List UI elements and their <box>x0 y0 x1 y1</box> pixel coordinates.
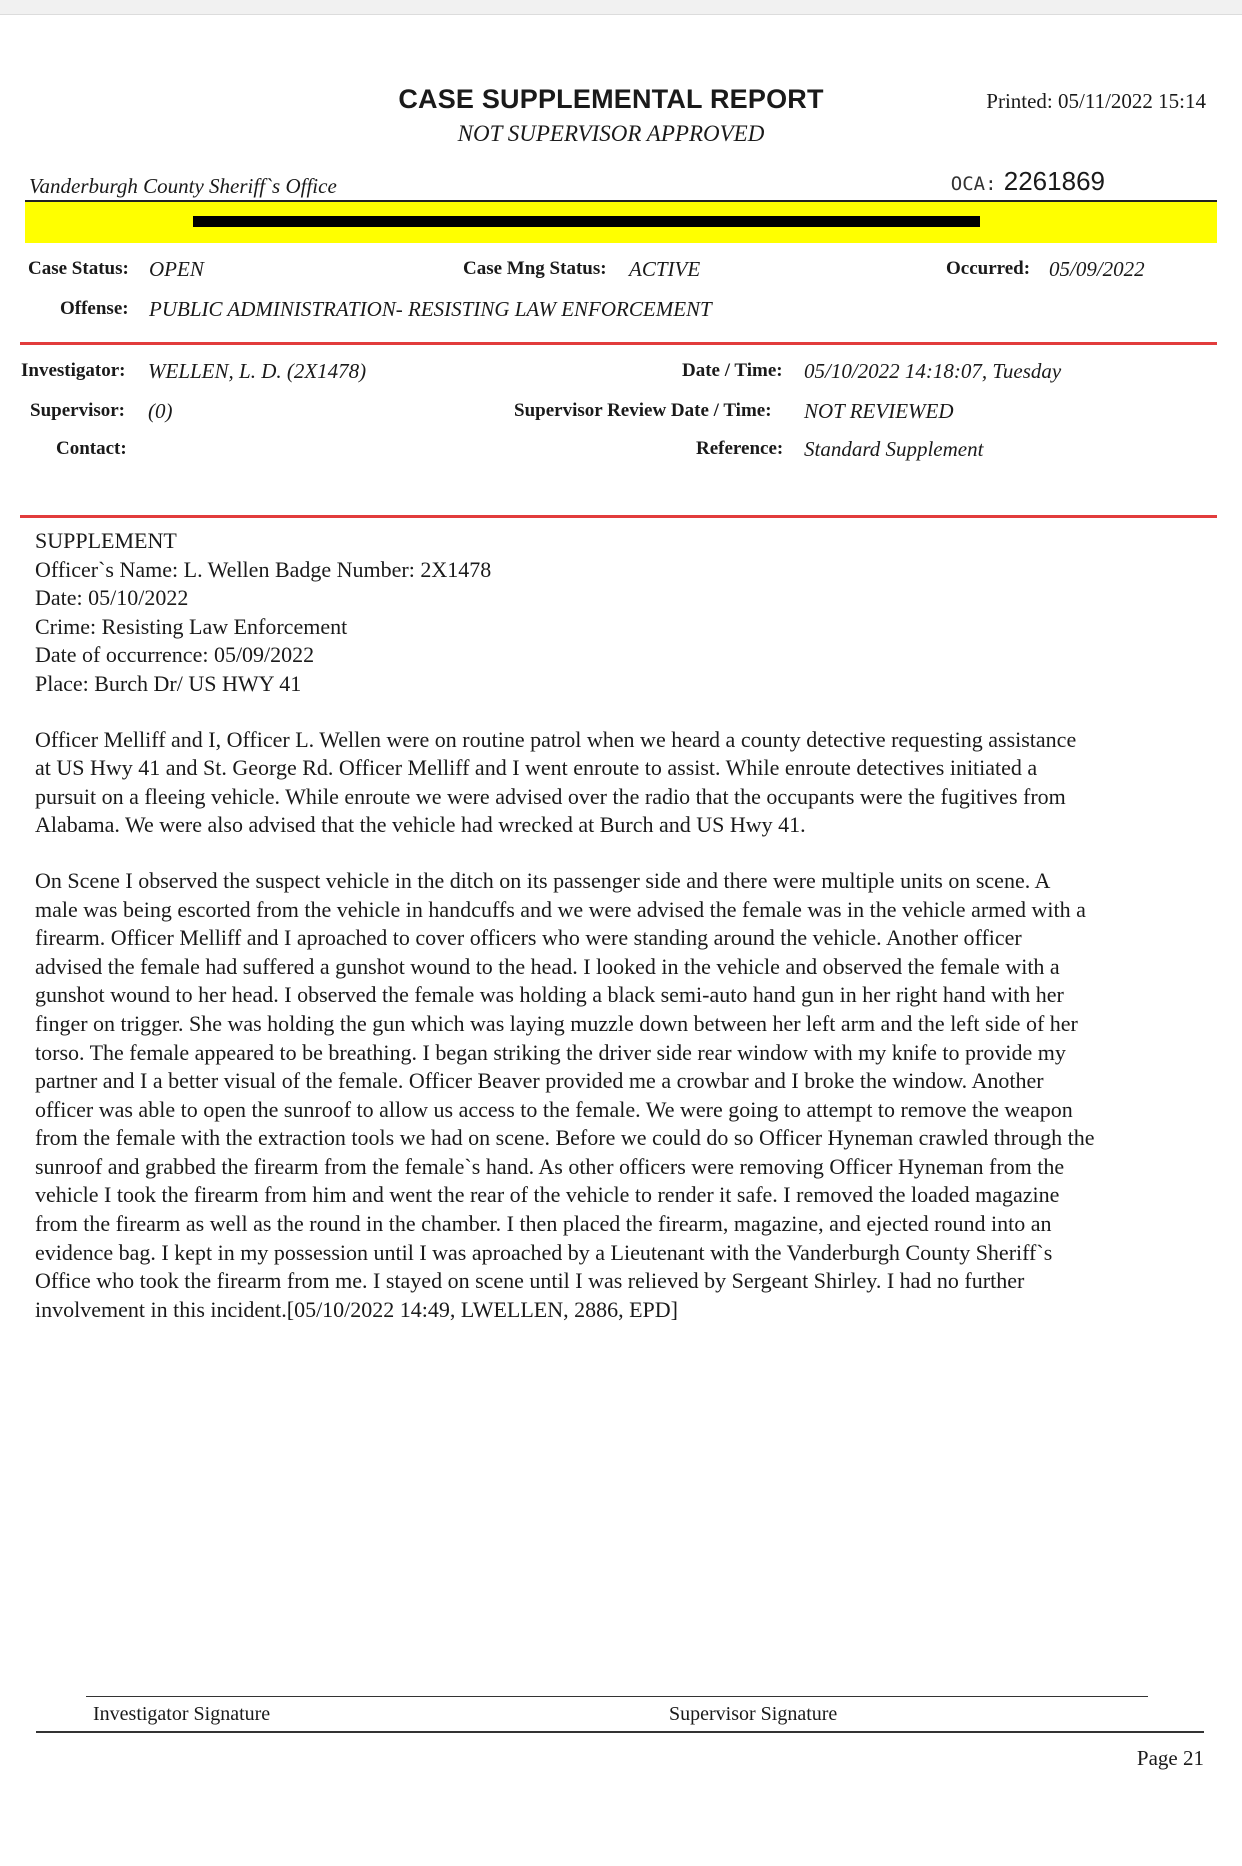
supervisor-review-label: Supervisor Review Date / Time: <box>514 400 772 421</box>
date-time-label: Date / Time: <box>682 360 783 381</box>
text-line: advised the female had suffered a gunshot wound to the head. I looked in the vehicle and observed the female with a <box>35 953 1060 979</box>
officer-name-line: Officer`s Name: L. Wellen Badge Number: 2X1478 <box>35 556 492 582</box>
signature-line <box>86 1696 1148 1697</box>
text-line: from the firearm as well as the round in the chamber. I then placed the firearm, magazine, and ejected round into an <box>35 1211 1052 1237</box>
reference-value: Standard Supplement <box>804 437 984 461</box>
text-line: Office who took the firearm from me. I stayed on scene until I was relieved by Sergeant Shirley. I had no further <box>35 1268 1025 1294</box>
agency-name: Vanderburgh County Sheriff`s Office <box>29 174 337 198</box>
case-mng-status-label: Case Mng Status: <box>463 258 607 279</box>
text-line: Alabama. We were also advised that the vehicle had wrecked at Burch and US Hwy 41. <box>35 812 806 838</box>
text-line: On Scene I observed the suspect vehicle in the ditch on its passenger side and there were multiple units on scene. A <box>35 867 1051 893</box>
viewer-top-bar <box>0 0 1242 15</box>
text-line: partner and I a better visual of the female. Officer Beaver provided me a crowbar and I broke the window. Another <box>35 1068 1044 1094</box>
supervisor-review-value: NOT REVIEWED <box>804 399 954 423</box>
investigator-signature-label: Investigator Signature <box>93 1703 271 1725</box>
occurrence-line: Date of occurrence: 05/09/2022 <box>35 642 315 668</box>
text-line: evidence bag. I kept in my possession until I was aproached by a Lieutenant with the Vanderburgh County Sheriff`s <box>35 1239 1053 1265</box>
text-line: vehicle I took the firearm from him and went the rear of the vehicle to render it safe. I removed the loaded magazine <box>35 1182 1060 1208</box>
footer-divider <box>36 1731 1204 1733</box>
text-line: involvement in this incident.[05/10/2022 14:49, LWELLEN, 2886, EPD] <box>35 1296 679 1322</box>
crime-line: Crime: Resisting Law Enforcement <box>35 613 348 639</box>
date-line: Date: 05/10/2022 <box>35 585 189 611</box>
text-line: firearm. Officer Melliff and I aproached to cover officers who were standing around the vehicle. Another officer <box>35 925 1022 951</box>
supervisor-signature-label: Supervisor Signature <box>669 1703 838 1725</box>
supervisor-value: (0) <box>148 399 173 423</box>
section-divider <box>20 342 1217 345</box>
oca-number <box>951 166 1105 197</box>
occurred-value: 05/09/2022 <box>1049 257 1145 281</box>
case-status-value: OPEN <box>149 257 204 281</box>
printed-timestamp: Printed: 05/11/2022 15:14 <box>986 89 1206 113</box>
oca-label: OCA: <box>950 173 997 195</box>
text-line: officer was able to open the sunroof to allow us access to the female. We were going to attempt to remove the weapon <box>35 1096 1073 1122</box>
supplement-narrative <box>35 527 1225 1324</box>
text-line: Officer Melliff and I, Officer L. Wellen were on routine patrol when we heard a county detective requesting assistance <box>35 726 1077 752</box>
text-line: gunshot wound to her head. I observed the female was holding a black semi-auto hand gun in her right hand with her <box>35 982 1064 1008</box>
case-mng-status-value: ACTIVE <box>629 257 701 281</box>
text-line: pursuit on a fleeing vehicle. While enroute we were advised over the radio that the occupants were the fugitives from <box>35 783 1066 809</box>
occurred-label: Occurred: <box>946 258 1031 279</box>
supplement-heading: SUPPLEMENT <box>35 528 177 553</box>
section-divider-2 <box>20 515 1217 518</box>
page-number: Page 21 <box>1136 1746 1204 1770</box>
reference-label: Reference: <box>696 438 784 459</box>
report-title: CASE SUPPLEMENTAL REPORT <box>398 84 824 114</box>
narrative-paragraph-1 <box>35 726 1225 840</box>
text-line: sunroof and grabbed the firearm from the female`s hand. As other officers were removing Officer Hyneman from the <box>35 1153 1065 1179</box>
redaction-bar <box>193 216 980 227</box>
offense-label: Offense: <box>60 298 129 319</box>
text-line: torso. The female appeared to be breathing. I began striking the driver side rear window with my knife to provide my <box>35 1039 1066 1065</box>
text-line: male was being escorted from the vehicle in handcuffs and we were advised the female was in the vehicle armed with a <box>35 896 1086 922</box>
narrative-paragraph-2 <box>35 867 1225 1325</box>
contact-label: Contact: <box>56 438 127 459</box>
text-line: at US Hwy 41 and St. George Rd. Officer Melliff and I went enroute to assist. While enroute detectives initiated a <box>35 755 1038 781</box>
place-line: Place: Burch Dr/ US HWY 41 <box>35 670 302 696</box>
approval-status: NOT SUPERVISOR APPROVED <box>457 121 765 146</box>
investigator-value: WELLEN, L. D. (2X1478) <box>148 359 367 383</box>
oca-value: 2261869 <box>1003 166 1105 196</box>
text-line: finger on trigger. She was holding the gun which was laying muzzle down between her left arm and the left side of her <box>35 1010 1078 1036</box>
supplement-heading-block <box>35 527 1225 699</box>
case-status-label: Case Status: <box>28 258 129 279</box>
date-time-value: 05/10/2022 14:18:07, Tuesday <box>804 359 1062 383</box>
offense-value: PUBLIC ADMINISTRATION- RESISTING LAW ENFORCEMENT <box>149 297 712 321</box>
supervisor-label: Supervisor: <box>30 400 125 421</box>
text-line: from the female with the extraction tools we had on scene. Before we could do so Officer Hyneman crawled through the <box>35 1125 1095 1151</box>
investigator-label: Investigator: <box>21 360 126 381</box>
